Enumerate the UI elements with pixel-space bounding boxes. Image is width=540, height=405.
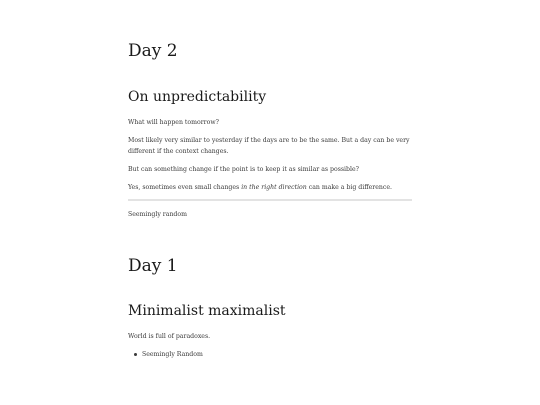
- paragraph-text: can make a big difference.: [306, 184, 393, 191]
- post-footer-tag: Seemingly random: [128, 211, 187, 218]
- divider: [128, 199, 412, 201]
- post-title: On unpredictability: [128, 89, 267, 105]
- paragraph: What will happen tomorrow?: [128, 119, 219, 126]
- list-item-label: Seemingly Random: [142, 351, 203, 358]
- paragraph-text: Yes, sometimes even small changes: [128, 184, 242, 191]
- day-heading: Day 1: [128, 256, 178, 276]
- bullet-icon: [134, 353, 137, 356]
- paragraph: But can something change if the point is to keep it as similar as possible?: [128, 166, 359, 173]
- paragraph: World is full of paradoxes.: [128, 333, 211, 340]
- post-title: Minimalist maximalist: [128, 303, 286, 319]
- paragraph-with-emphasis: [128, 182, 413, 193]
- day-heading: Day 2: [128, 41, 178, 61]
- list-item: [128, 349, 203, 360]
- emphasis-text: in the right direction: [241, 184, 307, 191]
- paragraph: Most likely very similar to yesterday if the days are to be the same. But a day can be very different if the context changes.: [128, 137, 410, 155]
- bullet-list: [128, 349, 203, 360]
